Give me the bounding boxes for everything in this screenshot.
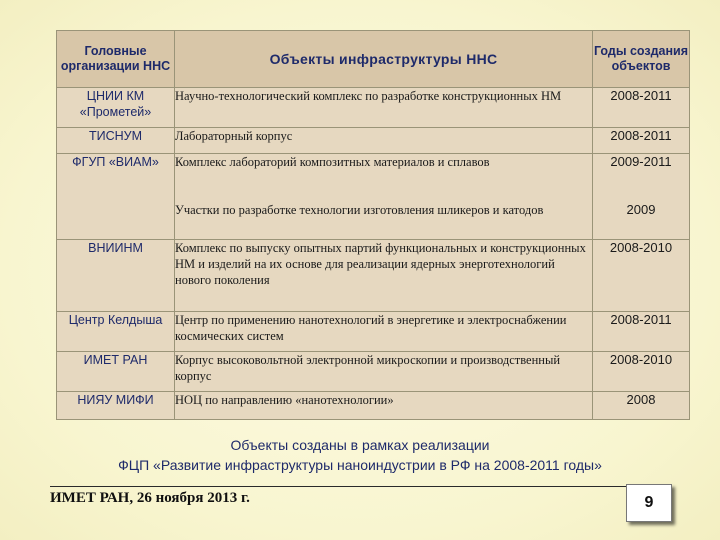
- table-header-row: [57, 31, 690, 88]
- org-cell: [57, 202, 175, 240]
- object-cell: НОЦ по направлению «нанотехнологии»: [175, 392, 593, 420]
- object-cell: Комплекс по выпуску опытных партий функциональных и конструкционных НМ и изделий на их основе для реализации ядерных энерготехнологий нового поколения: [175, 240, 593, 312]
- object-cell: Лабораторный корпус: [175, 128, 593, 154]
- table-row: [57, 88, 690, 128]
- header-object: Объекты инфраструктуры ННС: [175, 31, 593, 88]
- footer-divider: [50, 486, 668, 487]
- years-cell: 2009: [593, 202, 690, 240]
- years-cell: 2008-2010: [593, 352, 690, 392]
- table-row: [57, 202, 690, 240]
- table-row: [57, 392, 690, 420]
- object-cell: Научно-технологический комплекс по разработке конструкционных НМ: [175, 88, 593, 128]
- table-row: [57, 128, 690, 154]
- org-cell: НИЯУ МИФИ: [57, 392, 175, 420]
- org-cell: Центр Келдыша: [57, 312, 175, 352]
- years-cell: 2008-2011: [593, 88, 690, 128]
- header-org: Головные организации ННС: [57, 31, 175, 88]
- table-row: [57, 154, 690, 202]
- years-cell: 2008: [593, 392, 690, 420]
- header-years: Годы создания объектов: [593, 31, 690, 88]
- years-cell: 2008-2011: [593, 128, 690, 154]
- table-row: [57, 352, 690, 392]
- caption-line-1: Объекты созданы в рамках реализации: [230, 437, 490, 453]
- object-cell: Комплекс лабораторий композитных материалов и сплавов: [175, 154, 593, 202]
- object-cell: Участки по разработке технологии изготовления шликеров и катодов: [175, 202, 593, 240]
- org-cell: ФГУП «ВИАМ»: [57, 154, 175, 202]
- object-cell: Корпус высоковольтной электронной микроскопии и производственный корпус: [175, 352, 593, 392]
- object-cell: Центр по применению нанотехнологий в энергетике и электроснабжении космических систем: [175, 312, 593, 352]
- org-cell: ЦНИИ КМ «Прометей»: [57, 88, 175, 128]
- years-cell: 2008-2011: [593, 312, 690, 352]
- table-row: [57, 240, 690, 312]
- infrastructure-table: [56, 30, 690, 420]
- years-cell: 2009-2011: [593, 154, 690, 202]
- footer-text: ИМЕТ РАН, 26 ноября 2013 г.: [50, 490, 250, 506]
- org-cell: ТИСНУМ: [57, 128, 175, 154]
- org-cell: ИМЕТ РАН: [57, 352, 175, 392]
- page-number: 9: [626, 484, 672, 522]
- years-cell: 2008-2010: [593, 240, 690, 312]
- caption-line-2: ФЦП «Развитие инфраструктуры наноиндустрии в РФ на 2008-2011 годы»: [118, 457, 602, 473]
- org-cell: ВНИИНМ: [57, 240, 175, 312]
- table-row: [57, 312, 690, 352]
